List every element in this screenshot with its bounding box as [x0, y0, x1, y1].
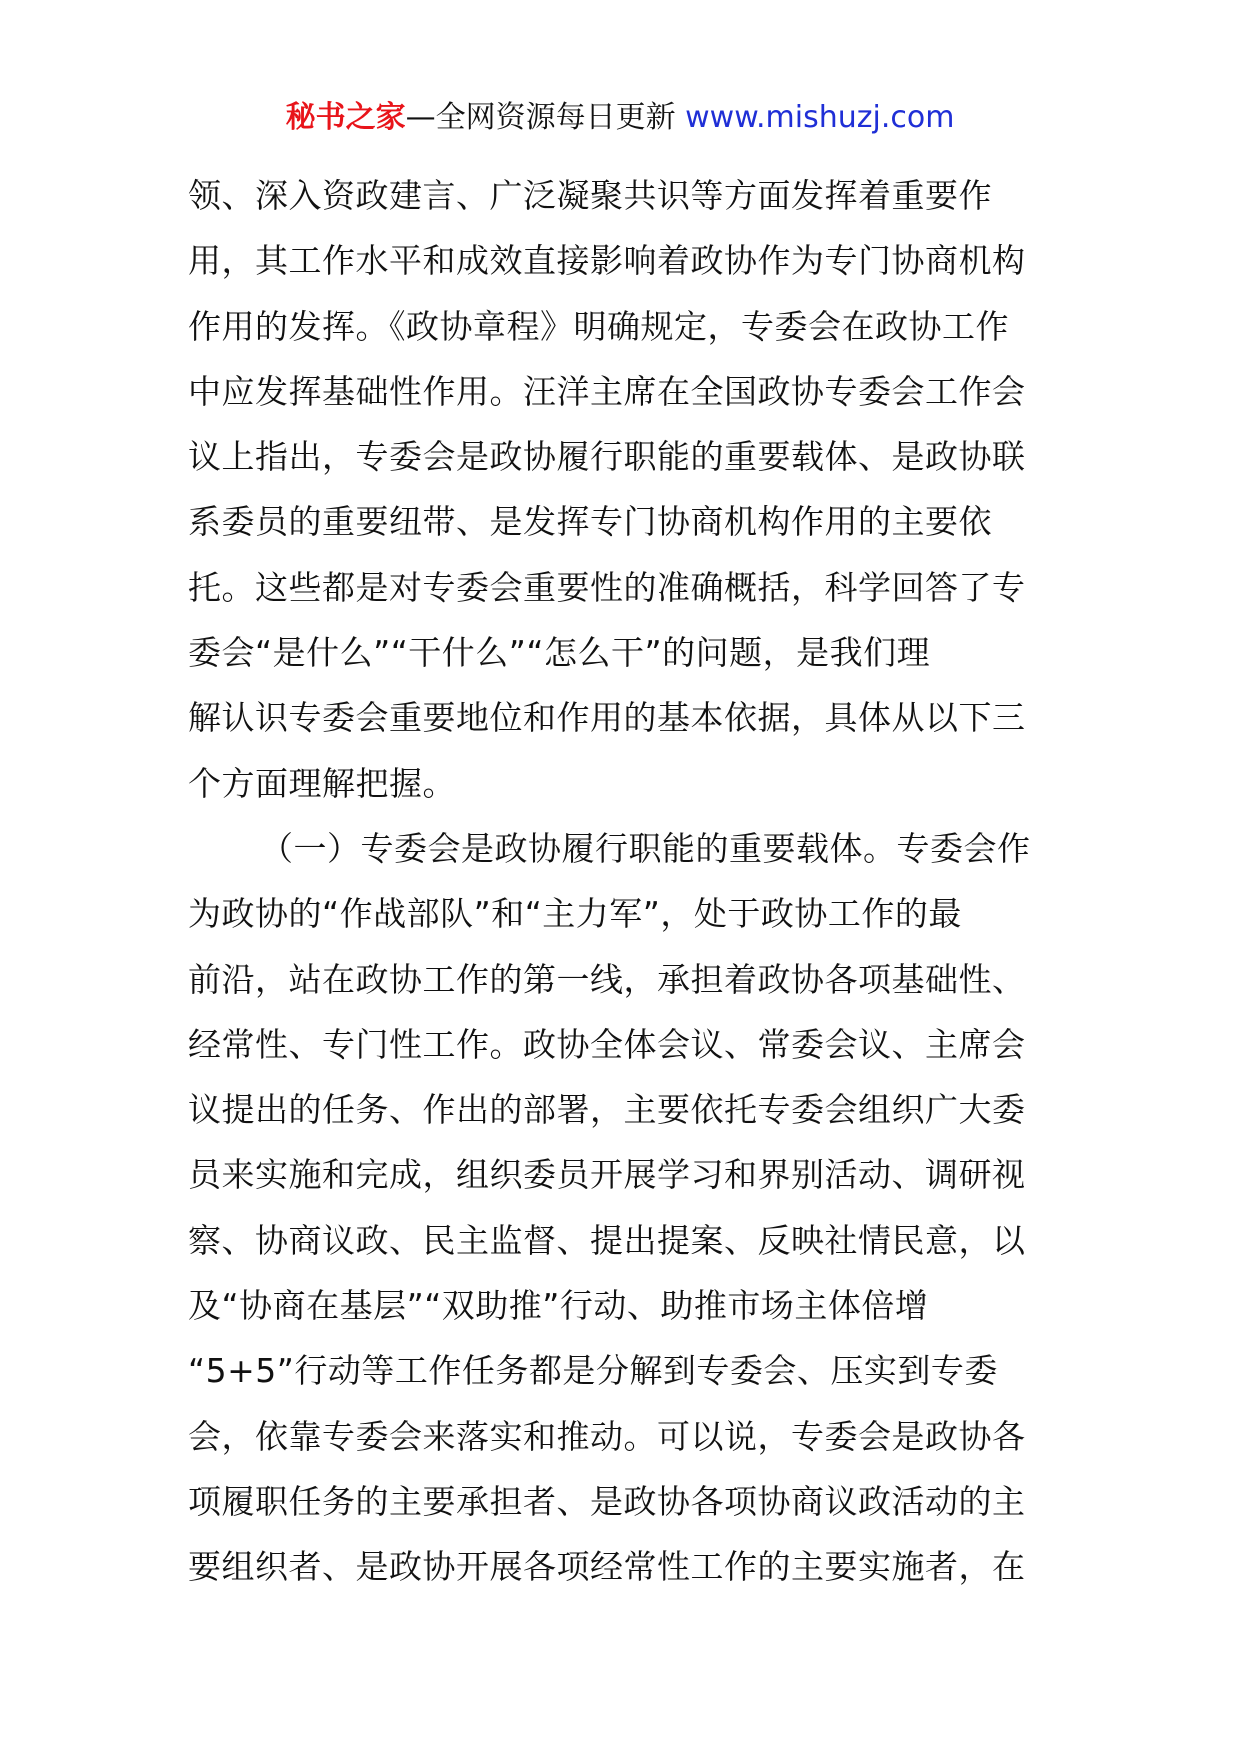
text-line: 为政协的“作战部队”和“主力军”，处于政协工作的最	[188, 894, 962, 934]
text-line: 经常性、专门性工作。政协全体会议、常委会议、主席会	[188, 1024, 1026, 1064]
text-line: 委会“是什么”“干什么”“怎么干”的问题，是我们理	[188, 633, 931, 673]
text-line: 议上指出，专委会是政协履行职能的重要载体、是政协联	[188, 437, 1026, 477]
text-line: 作用的发挥。《政协章程》明确规定，专委会在政协工作	[188, 306, 1009, 346]
text-line: 解认识专委会重要地位和作用的基本依据，具体从以下三	[188, 698, 1026, 738]
text-line: 领、深入资政建言、广泛凝聚共识等方面发挥着重要作	[188, 176, 992, 215]
text-line: 系委员的重要纽带、是发挥专门协商机构作用的主要依	[188, 502, 992, 542]
document-body	[188, 163, 1058, 1600]
site-brand: 秘书之家	[285, 100, 406, 135]
text-line: 员来实施和完成，组织委员开展学习和界别活动、调研视	[188, 1155, 1026, 1195]
text-line: 议提出的任务、作出的部署，主要依托专委会组织广大委	[188, 1090, 1026, 1130]
text-line: 托。这些都是对专委会重要性的准确概括，科学回答了专	[188, 567, 1026, 607]
text-line: 会，依靠专委会来落实和推动。可以说，专委会是政协各	[188, 1416, 1026, 1456]
text-line: 项履职任务的主要承担者、是政协各项协商议政活动的主	[188, 1481, 1026, 1521]
site-url-link[interactable]: www.mishuzj.com	[685, 100, 955, 135]
site-tagline: —全网资源每日更新	[405, 100, 686, 135]
text-line: 及“协商在基层”“双助推”行动、助推市场主体倍增	[188, 1286, 929, 1326]
text-line: 前沿，站在政协工作的第一线，承担着政协各项基础性、	[188, 959, 1026, 999]
site-header	[0, 98, 1240, 138]
text-line: “5+5”行动等工作任务都是分解到专委会、压实到专委	[188, 1351, 998, 1391]
text-line: 用，其工作水平和成效直接影响着政协作为专门协商机构	[188, 241, 1026, 281]
paragraph-start-line: （一）专委会是政协履行职能的重要载体。专委会作	[260, 828, 1031, 868]
text-line: 察、协商议政、民主监督、提出提案、反映社情民意，以	[188, 1220, 1026, 1260]
text-line: 中应发挥基础性作用。汪洋主席在全国政协专委会工作会	[188, 371, 1026, 411]
text-line: 个方面理解把握。	[188, 763, 456, 803]
text-line: 要组织者、是政协开展各项经常性工作的主要实施者，在	[188, 1547, 1026, 1587]
